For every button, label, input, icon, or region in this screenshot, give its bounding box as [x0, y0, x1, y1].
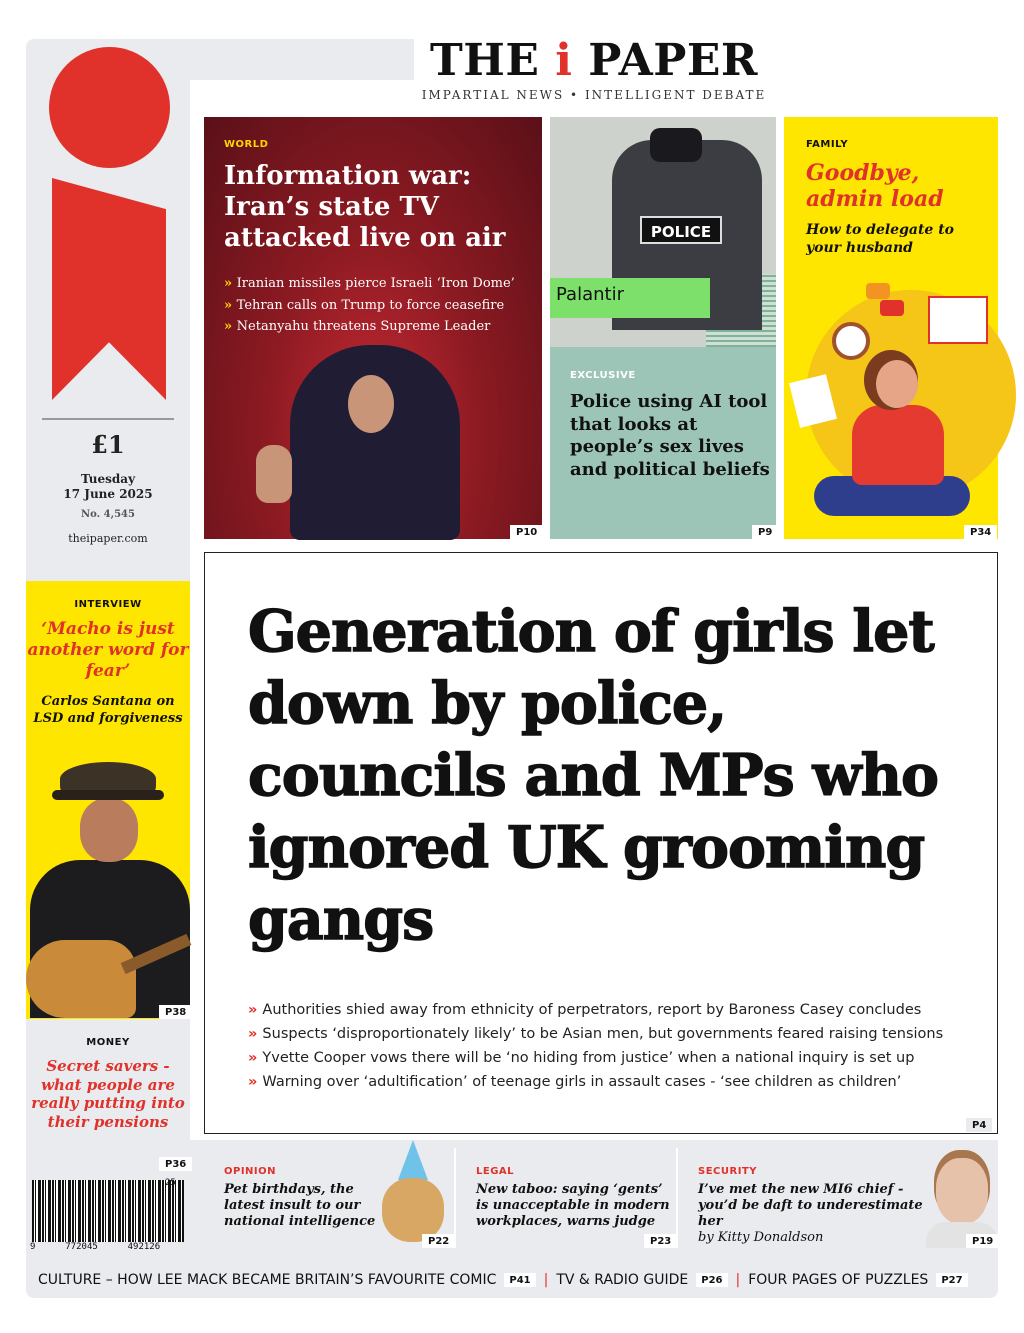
footer-label: FOUR PAGES OF PUZZLES [748, 1272, 929, 1288]
police-headline: Police using AI tool that looks at people’s sex lives and political beliefs [570, 391, 770, 480]
page-reference: P22 [422, 1234, 455, 1248]
main-bullet: » Authorities shied away from ethnicity of perpetrators, report by Baroness Casey concludes [248, 998, 968, 1022]
santana-face-photo [80, 798, 138, 862]
page-reference: P26 [696, 1273, 727, 1287]
chat-bubble-icon [866, 283, 890, 299]
family-subheadline: How to delegate to your husband [806, 222, 955, 256]
money-kicker: MONEY [86, 1037, 130, 1048]
mi6-chief-photo [936, 1158, 988, 1224]
page-reference: P36 [159, 1157, 192, 1171]
masthead-title [414, 34, 774, 88]
page-reference: P38 [159, 1005, 192, 1019]
main-headline: Generation of girls let down by police, councils and MPs who ignored UK grooming gangs [248, 598, 939, 953]
world-bullets [224, 273, 515, 338]
family-kicker: FAMILY [806, 139, 849, 150]
world-bullet: » Netanyahu threatens Supreme Leader [224, 316, 515, 338]
interview-subheadline: Carlos Santana on LSD and forgiveness [33, 694, 183, 726]
masthead-title-i: i [555, 35, 573, 86]
world-headline: Information war: Iran’s state TV attacked live on air [224, 161, 506, 253]
page-reference: P23 [644, 1234, 677, 1248]
issue-date [42, 472, 174, 502]
page-reference: P10 [510, 525, 543, 539]
woman-illustration-head [876, 360, 918, 408]
barcode [32, 1180, 184, 1242]
security-headline-text: I’ve met the new MI6 chief - you’d be daft to underestimate her [698, 1182, 923, 1229]
page-reference: P27 [936, 1273, 967, 1287]
hat-brim-graphic [52, 790, 164, 800]
footer-bar [26, 1262, 998, 1298]
divider [676, 1148, 678, 1248]
barcode-addon-number: 25 [165, 1178, 176, 1188]
website-link[interactable]: theipaper.com [68, 532, 148, 545]
police-cap-graphic [650, 128, 702, 162]
interview-quote: ‘Macho is just another word for fear’ [27, 619, 189, 681]
divider [42, 418, 174, 420]
police-patch: POLICE [640, 216, 722, 244]
opinion-kicker: OPINION [224, 1166, 277, 1177]
footer-label: TV & RADIO GUIDE [556, 1272, 689, 1288]
barcode-number [30, 1242, 190, 1252]
legal-teaser[interactable] [456, 1148, 676, 1248]
presenter-photo [290, 345, 460, 540]
barcode-digits: 772045 [65, 1242, 98, 1252]
money-panel[interactable] [26, 1019, 190, 1171]
woman-illustration-body [852, 405, 944, 485]
interview-kicker: INTERVIEW [74, 599, 142, 610]
cover-price: £1 [91, 430, 125, 459]
footer-item-tv-guide[interactable] [556, 1272, 727, 1288]
security-byline: by Kitty Donaldson [698, 1230, 824, 1245]
police-kicker: EXCLUSIVE [570, 370, 636, 381]
divider: | [735, 1272, 741, 1288]
main-bullet: » Warning over ‘adultification’ of teenage girls in assault cases - ‘see children as children’ [248, 1070, 968, 1094]
masthead [414, 34, 774, 102]
palantir-logo-text: Palantir [556, 284, 624, 305]
footer-item-puzzles[interactable] [748, 1272, 967, 1288]
world-bullet: » Tehran calls on Trump to force ceasefire [224, 295, 515, 317]
masthead-tagline: IMPARTIAL NEWS • INTELLIGENT DEBATE [421, 88, 767, 102]
masthead-title-pre: THE [430, 35, 556, 86]
issue-day: Tuesday [80, 472, 136, 486]
presenter-hand-photo [256, 445, 292, 503]
main-bullet: » Yvette Cooper vows there will be ‘no hiding from justice’ when a national inquiry is set up [248, 1046, 968, 1070]
issue-date-text: 17 June 2025 [63, 487, 153, 501]
barcode-digits: 492126 [127, 1242, 161, 1252]
chat-bubble-icon [880, 300, 904, 316]
party-hat-graphic [398, 1140, 428, 1180]
footer-label: CULTURE – HOW LEE MACK BECAME BRITAIN’S FAVOURITE COMIC [38, 1272, 497, 1288]
world-kicker: WORLD [224, 139, 269, 150]
divider: | [543, 1272, 549, 1288]
presenter-face-photo [348, 375, 394, 433]
divider [454, 1148, 456, 1248]
page-reference: P41 [504, 1273, 535, 1287]
footer-item-culture[interactable] [38, 1272, 536, 1288]
main-bullets [248, 998, 968, 1094]
legal-headline: New taboo: saying ‘gents’ is unacceptable in modern workplaces, warns judge [476, 1182, 670, 1229]
guitar-graphic [26, 940, 136, 1018]
security-headline [698, 1182, 938, 1246]
page-reference: P4 [966, 1118, 992, 1132]
opinion-headline: Pet birthdays, the latest insult to our national intelligence [224, 1182, 376, 1229]
page-reference: P19 [966, 1234, 999, 1248]
page-reference: P9 [752, 525, 778, 539]
dog-photo [382, 1178, 444, 1242]
police-story-panel[interactable] [550, 347, 776, 539]
family-headline: Goodbye, admin load [806, 160, 944, 212]
calendar-icon [928, 296, 988, 344]
barcode-digit: 9 [30, 1242, 36, 1252]
clock-icon [832, 322, 870, 360]
world-bullet: » Iranian missiles pierce Israeli ‘Iron Dome’ [224, 273, 515, 295]
issue-number: No. 4,545 [81, 509, 135, 520]
page-reference: P34 [964, 525, 997, 539]
security-kicker: SECURITY [698, 1166, 757, 1177]
i-logo-dot-icon [49, 47, 170, 168]
masthead-title-post: PAPER [572, 35, 758, 86]
main-bullet: » Suspects ‘disproportionately likely’ to be Asian men, but governments feared raising tensions [248, 1022, 968, 1046]
money-headline: Secret savers - what people are really putting into their pensions [31, 1057, 185, 1131]
legal-kicker: LEGAL [476, 1166, 515, 1177]
